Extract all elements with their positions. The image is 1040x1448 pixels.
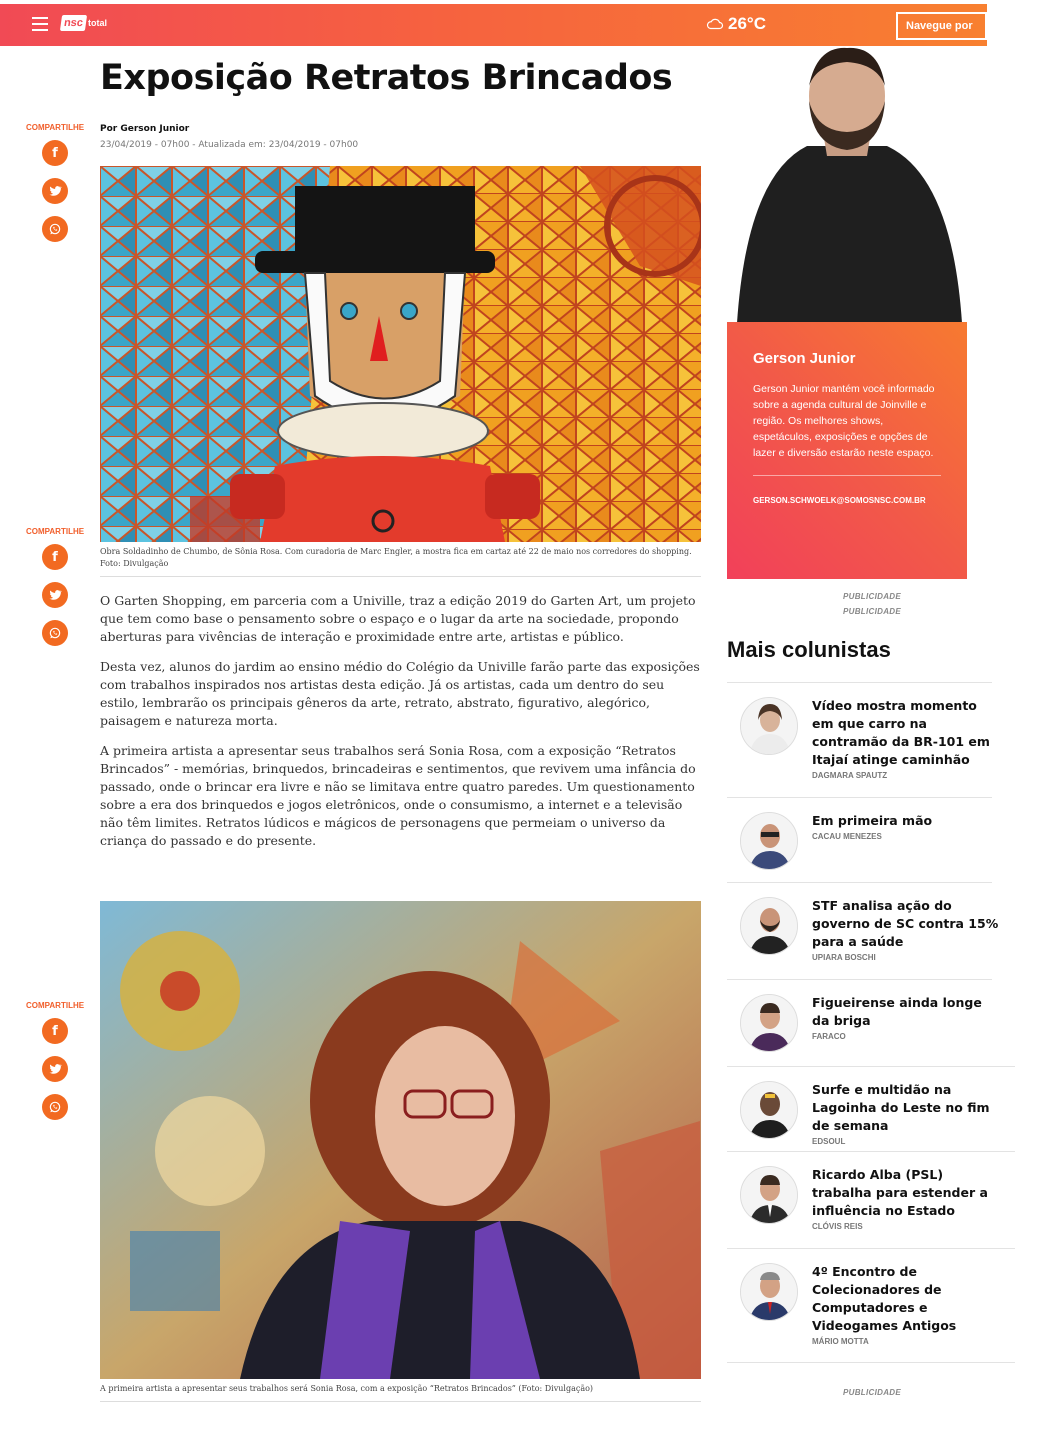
share-label: COMPARTILHE [26, 123, 85, 132]
twitter-share-button[interactable] [42, 1056, 68, 1082]
whatsapp-icon [48, 626, 62, 640]
weather-widget[interactable] [706, 14, 766, 34]
share-label: COMPARTILHE [26, 1001, 85, 1010]
facebook-icon: f [52, 549, 58, 565]
nsc-total-logo[interactable] [61, 15, 107, 31]
columnist-author[interactable]: EDSOUL [812, 1137, 846, 1146]
columnist-author[interactable]: UPIARA BOSCHI [812, 953, 876, 962]
columnist-author[interactable]: FARACO [812, 1032, 846, 1041]
article-dates: 23/04/2019 - 07h00 - Atualizada em: 23/04/2019 - 07h00 [100, 140, 359, 150]
columnist-headline[interactable]: STF analisa ação do governo de SC contra 15% para a saúde [812, 898, 999, 949]
article-paragraph: Desta vez, alunos do jardim ao ensino médio do Colégio da Univille farão parte das exposições com trabalhos inspirados nos artistas desta edição. Já os artistas, cada um dentro do seu estilo, lembrarão os principais gêneros da arte, retrato, abstrato, figurativo, alegórico, paisagem e natureza morta. [100, 659, 700, 728]
whatsapp-icon [48, 222, 62, 236]
article-paragraph: A primeira artista a apresentar seus trabalhos será Sonia Rosa, com a exposição “Retratos Brincados” - memórias, brinquedos, brincadeiras e sentimentos, que revivem uma infância do passado, onde o brincar era livre e não se limitava entre quatro paredes. Um questionamento sobre a era dos brinquedos e jogos eletrônicos, onde o consumismo, a internet e a televisão não têm limites. Retratos lúdicos e mágicos de personagens que permeiam o universo da criança do passado e do presente. [100, 743, 696, 848]
columnist-author[interactable]: CACAU MENEZES [812, 832, 882, 841]
facebook-icon: f [52, 1023, 58, 1039]
facebook-icon: f [52, 145, 58, 161]
artist-portrait-illustration [100, 901, 701, 1379]
share-label: COMPARTILHE [26, 527, 85, 536]
article-body [100, 592, 703, 862]
logo-text: total [87, 18, 107, 28]
columnist-headline[interactable]: Em primeira mão [812, 813, 933, 828]
photo-caption-1: Obra Soldadinho de Chumbo, de Sônia Rosa. Com curadoria de Marc Engler, a mostra fica em cartaz até 22 de maio nos corredores do shopping. Foto: Divulgação [100, 546, 701, 577]
columnist-author[interactable]: DAGMARA SPAUTZ [812, 771, 888, 780]
publicidade-label: PUBLICIDADE [843, 1388, 901, 1397]
mais-colunistas-title: Mais colunistas [727, 637, 891, 662]
columnist-author[interactable]: MÁRIO MOTTA [812, 1337, 869, 1346]
avatar [740, 812, 798, 870]
twitter-icon [48, 184, 62, 198]
author-card [727, 322, 967, 579]
author-description: Gerson Junior mantém você informado sobre a agenda cultural de Joinville e região. Os melhores shows, espetáculos, exposições e opções de lazer e diversão estarão neste espaço. [753, 381, 941, 476]
navegue-por-button[interactable]: Navegue por [896, 12, 987, 40]
whatsapp-share-button[interactable] [42, 1094, 68, 1120]
columnist-item[interactable] [727, 797, 992, 883]
temperature: 26°C [728, 14, 766, 33]
article-photo-artist-portrait[interactable] [100, 901, 701, 1379]
avatar [740, 897, 798, 955]
facebook-share-button[interactable] [42, 140, 68, 166]
columnist-item[interactable] [727, 1066, 1015, 1152]
share-block [24, 123, 88, 254]
publicidade-label: PUBLICIDADE [843, 592, 901, 601]
photo-caption-2: A primeira artista a apresentar seus trabalhos será Sonia Rosa, com a exposição “Retratos Brincados” (Foto: Divulgação) [100, 1383, 701, 1402]
columnist-item[interactable] [727, 882, 999, 980]
avatar [740, 697, 798, 755]
columnist-item[interactable] [727, 1248, 1015, 1363]
columnist-item[interactable] [727, 979, 992, 1067]
avatar [740, 1166, 798, 1224]
whatsapp-icon [48, 1100, 62, 1114]
author-portrait-illustration [727, 46, 967, 323]
menu-icon[interactable] [32, 17, 48, 31]
columnist-headline[interactable]: Ricardo Alba (PSL) trabalha para estender a influência no Estado [812, 1167, 988, 1218]
columnist-headline[interactable]: Figueirense ainda longe da briga [812, 995, 982, 1028]
avatar [740, 994, 798, 1052]
facebook-share-button[interactable] [42, 544, 68, 570]
article-title: Exposição Retratos Brincados [100, 58, 673, 98]
publicidade-label: PUBLICIDADE [843, 607, 901, 616]
article-byline[interactable]: Por Gerson Junior [100, 124, 190, 134]
top-navigation-bar [0, 4, 987, 46]
avatar [740, 1263, 798, 1321]
cloud-icon [706, 17, 724, 31]
columnist-headline[interactable]: Surfe e multidão na Lagoinha do Leste no fim de semana [812, 1082, 990, 1133]
columnist-item[interactable] [727, 1151, 1015, 1249]
columnist-item[interactable] [727, 682, 992, 798]
article-photo-soldier-painting[interactable] [100, 166, 701, 542]
avatar [740, 1081, 798, 1139]
whatsapp-share-button[interactable] [42, 216, 68, 242]
whatsapp-share-button[interactable] [42, 620, 68, 646]
painting-illustration [100, 166, 701, 542]
article-paragraph: O Garten Shopping, em parceria com a Univille, traz a edição 2019 do Garten Art, um projeto que tem como base o pensamento sobre o espaço e o lugar da arte na sociedade, propondo aberturas para vivências de interação e proximidade entre arte, artistas e público. [100, 593, 696, 644]
logo-box: nsc [60, 15, 87, 31]
author-email-link[interactable]: GERSON.SCHWOELK@SOMOSNSC.COM.BR [753, 496, 926, 505]
author-name[interactable]: Gerson Junior [753, 350, 856, 367]
columnist-headline[interactable]: Vídeo mostra momento em que carro na contramão da BR-101 em Itajaí atinge caminhão [812, 698, 990, 767]
author-photo [727, 46, 967, 323]
columnist-headline[interactable]: 4º Encontro de Colecionadores de Computadores e Videogames Antigos [812, 1264, 957, 1333]
share-block [24, 527, 88, 658]
twitter-share-button[interactable] [42, 178, 68, 204]
facebook-share-button[interactable] [42, 1018, 68, 1044]
columnist-author[interactable]: CLÓVIS REIS [812, 1222, 863, 1231]
twitter-icon [48, 588, 62, 602]
share-block [24, 1001, 88, 1132]
twitter-icon [48, 1062, 62, 1076]
twitter-share-button[interactable] [42, 582, 68, 608]
